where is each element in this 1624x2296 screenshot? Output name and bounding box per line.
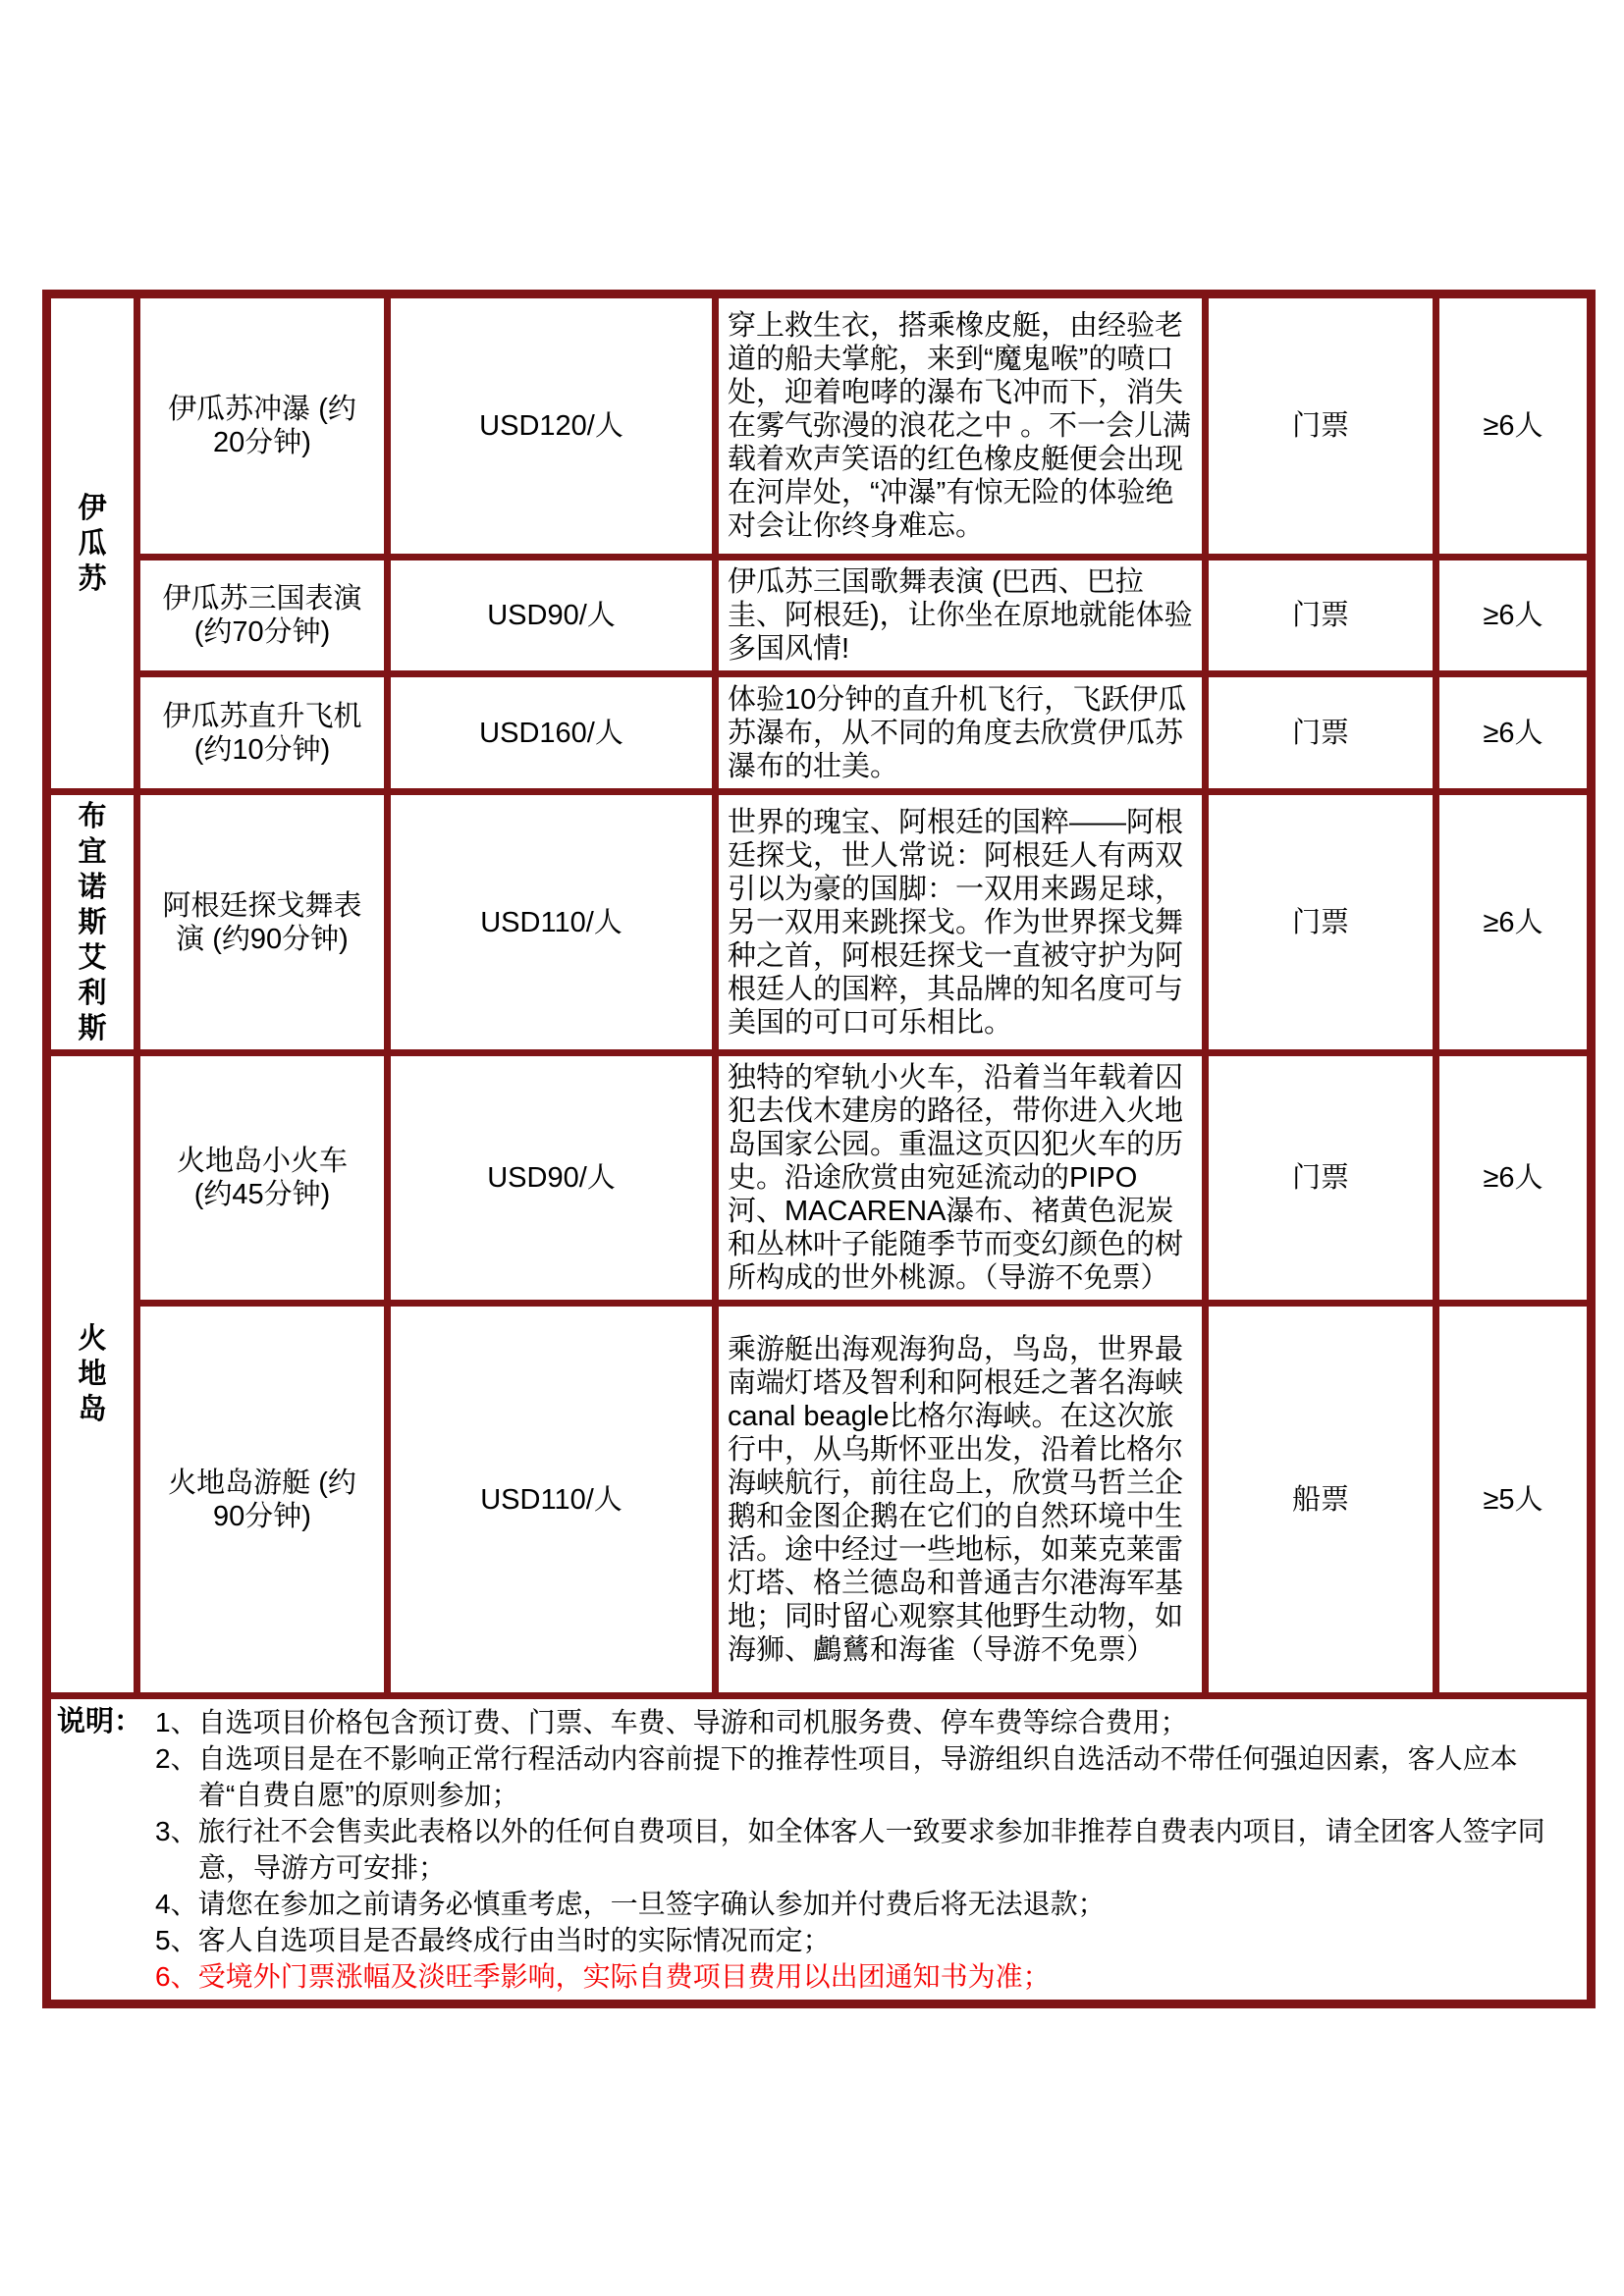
description-cell: 穿上救生衣，搭乘橡皮艇，由经验老道的船夫掌舵，来到“魔鬼喉”的喷口处，迎着咆哮的瀑布飞冲而下，消失在雾气弥漫的浪花之中 。不一会儿满载着欢声笑语的红色橡皮艇便会出现在河岸处，“冲瀑”有惊无险的体验绝对会让你终身难忘。: [716, 294, 1206, 558]
description-cell: 伊瓜苏三国歌舞表演 (巴西、巴拉圭、阿根廷)，让你坐在原地就能体验多国风情!: [716, 558, 1206, 674]
price-cell: USD120/人: [388, 294, 716, 558]
activity-name-cell: 伊瓜苏直升飞机 (约10分钟): [137, 674, 388, 792]
notes-label: 说明：: [57, 1706, 143, 1737]
region-label-buenos-aires: [47, 792, 137, 1053]
ticket-type-cell: 门票: [1206, 792, 1436, 1053]
price-cell: USD110/人: [388, 1304, 716, 1696]
ticket-type-cell: 门票: [1206, 294, 1436, 558]
description-cell: 世界的瑰宝、阿根廷的国粹——阿根廷探戈，世人常说：阿根廷人有两双引以为豪的国脚：一双用来踢足球，另一双用来跳探戈。作为世界探戈舞种之首，阿根廷探戈一直被守护为阿根廷人的国粹，其品牌的知名度可与美国的可口可乐相比。: [716, 792, 1206, 1053]
region-label-tierra-del-fuego: [47, 1053, 137, 1696]
notes-list: [155, 1704, 1577, 1995]
note-item: 3、旅行社不会售卖此表格以外的任何自费项目，如全体客人一致要求参加非推荐自费表内项目，请全团客人签字同意，导游方可安排；: [155, 1816, 1545, 1883]
price-cell: USD160/人: [388, 674, 716, 792]
description-cell: 体验10分钟的直升机飞行，飞跃伊瓜苏瀑布，从不同的角度去欣赏伊瓜苏瀑布的壮美。: [716, 674, 1206, 792]
region-label-text: 伊瓜苏: [78, 492, 107, 595]
note-item: 2、自选项目是在不影响正常行程活动内容前提下的推荐性项目，导游组织自选活动不带任何强迫因素，客人应本着“自费自愿”的原则参加；: [155, 1743, 1518, 1810]
table-row: [47, 674, 1592, 792]
activity-name-cell: 火地岛游艇 (约90分钟): [137, 1304, 388, 1696]
region-label-text: 布宜诺斯艾利斯: [78, 800, 107, 1044]
min-group-cell: ≥6人: [1436, 558, 1592, 674]
activity-name-cell: 阿根廷探戈舞表演 (约90分钟): [137, 792, 388, 1053]
ticket-type-cell: 门票: [1206, 558, 1436, 674]
min-group-cell: ≥6人: [1436, 1053, 1592, 1304]
note-item: 4、请您在参加之前请务必慎重考虑，一旦签字确认参加并付费后将无法退款；: [155, 1889, 1106, 1919]
description-cell: 乘游艇出海观海狗岛，鸟岛，世界最南端灯塔及智利和阿根廷之著名海峡canal beagle比格尔海峡。在这次旅行中，从乌斯怀亚出发，沿着比格尔海峡航行，前往岛上，欣赏马哲兰企鹅和金图企鹅在它们的自然环境中生活。途中经过一些地标，如莱克莱雷灯塔、格兰德岛和普通吉尔港海军基地；同时留心观察其他野生动物，如海狮、鸕鶿和海雀（导游不免票）: [716, 1304, 1206, 1696]
price-cell: USD90/人: [388, 1053, 716, 1304]
description-cell: 独特的窄轨小火车，沿着当年载着囚犯去伐木建房的路径，带你进入火地岛国家公园。重温这页囚犯火车的历史。沿途欣赏由宛延流动的PIPO河、MACARENA瀑布、褚黄色泥炭和丛林叶子能随季节而变幻颜色的树所构成的世外桃源。（导游不免票）: [716, 1053, 1206, 1304]
table-row: [47, 294, 1592, 558]
table-row: [47, 1304, 1592, 1696]
notes-cell: [47, 1696, 1592, 2004]
price-cell: USD110/人: [388, 792, 716, 1053]
optional-activities-table: [42, 290, 1596, 2008]
ticket-type-cell: 船票: [1206, 1304, 1436, 1696]
table-row: [47, 792, 1592, 1053]
activity-name-cell: 火地岛小火车 (约45分钟): [137, 1053, 388, 1304]
activity-name-cell: 伊瓜苏冲瀑 (约20分钟): [137, 294, 388, 558]
ticket-type-cell: 门票: [1206, 674, 1436, 792]
price-cell: USD90/人: [388, 558, 716, 674]
table-row: [47, 558, 1592, 674]
activity-name-cell: 伊瓜苏三国表演 (约70分钟): [137, 558, 388, 674]
notes-row: [47, 1696, 1592, 2004]
region-label-text: 火地岛: [78, 1323, 107, 1425]
note-item: 1、自选项目价格包含预订费、门票、车费、导游和司机服务费、停车费等综合费用；: [155, 1707, 1188, 1737]
note-item: 5、客人自选项目是否最终成行由当时的实际情况而定；: [155, 1925, 831, 1955]
note-item-highlighted: 6、受境外门票涨幅及淡旺季影响，实际自费项目费用以出团通知书为准；: [155, 1961, 1051, 1992]
min-group-cell: ≥6人: [1436, 674, 1592, 792]
min-group-cell: ≥5人: [1436, 1304, 1592, 1696]
ticket-type-cell: 门票: [1206, 1053, 1436, 1304]
table-row: [47, 1053, 1592, 1304]
region-label-iguazu: [47, 294, 137, 792]
min-group-cell: ≥6人: [1436, 792, 1592, 1053]
min-group-cell: ≥6人: [1436, 294, 1592, 558]
